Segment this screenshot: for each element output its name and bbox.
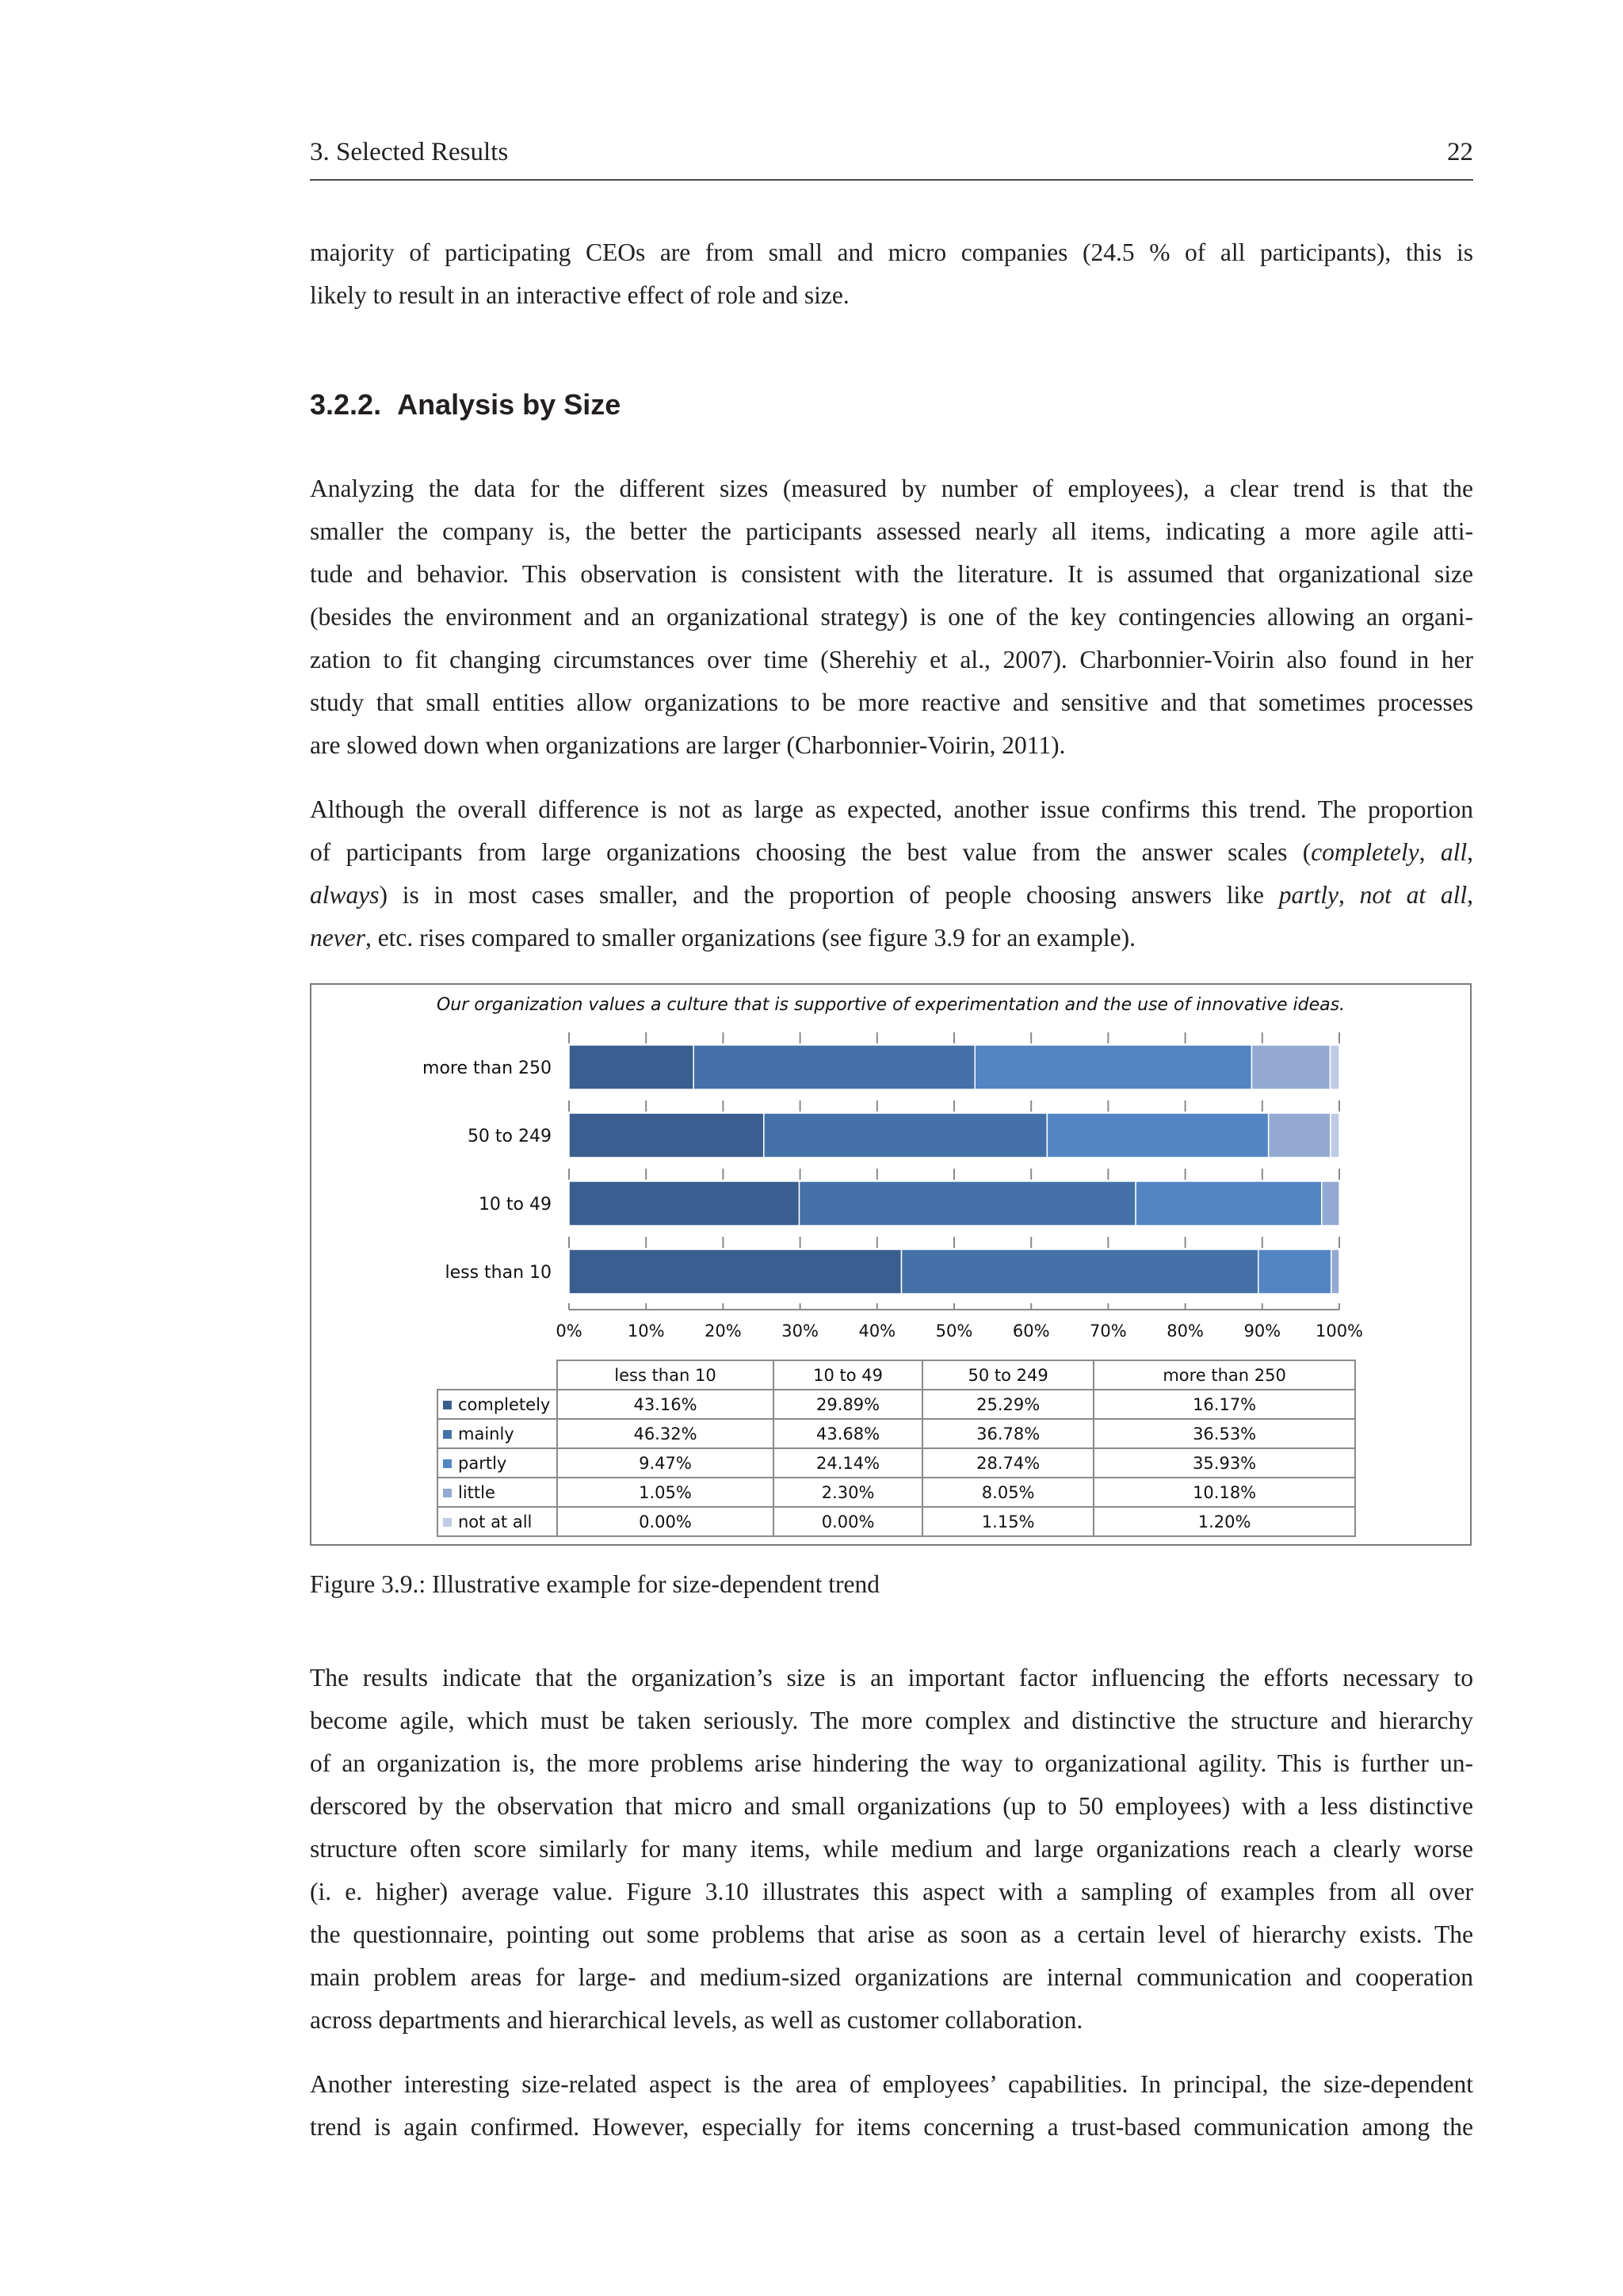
data-label: 1.15% [922, 1507, 1094, 1536]
x-tick-label: 60% [1012, 1322, 1050, 1341]
bar-segment-partly [975, 1045, 1251, 1089]
text-line: The results indicate that the organization’s size is an important factor influencing the efforts necessary to [310, 1664, 1473, 1691]
text-line: always) is in most cases smaller, and the proportion of people choosing answers like partly, not at all, [310, 881, 1473, 909]
legend-swatch [443, 1430, 452, 1439]
bar-segment-little [1251, 1045, 1330, 1089]
text-line: the questionnaire, pointing out some problems that arise as soon as a certain level of hierarchy exists. The [310, 1920, 1473, 1948]
text-line: smaller the company is, the better the participants assessed nearly all items, indicating a more agile atti- [310, 517, 1473, 545]
legend-swatch [443, 1401, 452, 1409]
text-line: become agile, which must be taken seriously. The more complex and distinctive the structure and hierarchy [310, 1707, 1473, 1734]
paragraph-size-trend [310, 467, 1473, 767]
text-line: of an organization is, the more problems arise hindering the way to organizational agility. This is further un- [310, 1749, 1473, 1777]
data-label: 28.74% [922, 1448, 1094, 1478]
x-tick-label: 50% [935, 1322, 973, 1341]
chart-title: Our organization values a culture that is supportive of experimentation and the use of innovative ideas. [436, 995, 1346, 1015]
bar-segment-mainly [764, 1113, 1048, 1158]
text-line: are slowed down when organizations are larger (Charbonnier-Voirin, 2011). [310, 731, 1066, 759]
bar-segment-partly [1047, 1113, 1268, 1158]
text-line: majority of participating CEOs are from small and micro companies (24.5 % of all participants), this is [310, 238, 1473, 266]
page-number: 22 [1447, 138, 1473, 166]
text-line: (besides the environment and an organizational strategy) is one of the key contingencies allowing an organi- [310, 603, 1473, 631]
text-line: (i. e. higher) average value. Figure 3.10 illustrates this aspect with a sampling of examples from all over [310, 1878, 1473, 1905]
x-tick-label: 90% [1243, 1322, 1281, 1341]
chart-data-table [437, 1360, 1356, 1537]
legend-entry: completely [437, 1390, 557, 1419]
bar-segment-partly [1258, 1249, 1331, 1294]
text-line: Another interesting size-related aspect is the area of employees’ capabilities. In principal, the size-dependent [310, 2070, 1473, 2098]
text-line: structure often score similarly for many items, while medium and large organizations reach a clearly worse [310, 1835, 1473, 1863]
bar-segment-partly [1136, 1181, 1322, 1226]
section-heading [310, 388, 621, 421]
figure-caption: Figure 3.9.: Illustrative example for size-dependent trend [310, 1570, 880, 1598]
x-tick-label: 100% [1315, 1322, 1364, 1341]
bar-segment-not-at-all [1330, 1045, 1339, 1089]
bar-segment-little [1331, 1249, 1339, 1294]
bar-segment-little [1269, 1113, 1331, 1158]
text-line: likely to result in an interactive effect of role and size. [310, 281, 850, 309]
figure-3-9 [310, 983, 1472, 1546]
legend-entry: not at all [437, 1507, 557, 1536]
text-line: Analyzing the data for the different sizes (measured by number of employees), a clear trend is that the [310, 475, 1473, 502]
x-tick-label: 0% [556, 1322, 582, 1341]
bar-segment-not-at-all [1331, 1113, 1339, 1158]
data-label: 29.89% [773, 1390, 922, 1419]
category-label: 50 to 249 [467, 1127, 552, 1146]
data-label: 16.17% [1094, 1390, 1355, 1419]
x-tick-label: 10% [627, 1322, 665, 1341]
table-col-header: more than 250 [1094, 1360, 1355, 1390]
data-label: 35.93% [1094, 1448, 1355, 1478]
data-label: 43.68% [773, 1419, 922, 1448]
table-col-header: less than 10 [557, 1360, 773, 1390]
data-label: 36.53% [1094, 1419, 1355, 1448]
data-label: 46.32% [557, 1419, 773, 1448]
legend-swatch [443, 1459, 452, 1468]
bar-segment-mainly [902, 1249, 1258, 1294]
category-label: 10 to 49 [478, 1195, 552, 1215]
data-label: 0.00% [557, 1507, 773, 1536]
paragraph-capabilities [310, 2063, 1473, 2149]
legend-entry: partly [437, 1448, 557, 1478]
section-number: 3.2.2. [310, 388, 382, 421]
legend-entry: little [437, 1478, 557, 1507]
data-label: 1.05% [557, 1478, 773, 1507]
data-label: 8.05% [922, 1478, 1094, 1507]
table-col-header: 50 to 249 [922, 1360, 1094, 1390]
text-line: zation to fit changing circumstances over time (Sherehiy et al., 2007). Charbonnier-Voirin also found in her [310, 646, 1473, 673]
data-label: 25.29% [922, 1390, 1094, 1419]
chapter-title: 3. Selected Results [310, 138, 509, 166]
text-line: trend is again confirmed. However, especially for items concerning a trust-based communication among the [310, 2113, 1473, 2141]
paragraph-results [310, 1657, 1473, 2042]
bar-segment-mainly [800, 1181, 1136, 1226]
data-label: 2.30% [773, 1478, 922, 1507]
bar-segment-completely [569, 1113, 764, 1158]
table-col-header: 10 to 49 [773, 1360, 922, 1390]
x-tick-label: 70% [1090, 1322, 1127, 1341]
category-label: more than 250 [422, 1058, 552, 1078]
data-label: 24.14% [773, 1448, 922, 1478]
x-tick-label: 20% [705, 1322, 742, 1341]
bar-segment-completely [569, 1249, 902, 1294]
data-label: 10.18% [1094, 1478, 1355, 1507]
data-label: 1.20% [1094, 1507, 1355, 1536]
legend-swatch [443, 1489, 452, 1497]
legend-entry: mainly [437, 1419, 557, 1448]
bar-segment-little [1322, 1181, 1339, 1226]
table-row [437, 1478, 1355, 1507]
intro-paragraph [310, 231, 1473, 317]
text-line: Although the overall difference is not as large as expected, another issue confirms this trend. The proportion [310, 795, 1473, 823]
x-tick-label: 30% [781, 1322, 819, 1341]
text-line: study that small entities allow organizations to be more reactive and sensitive and that sometimes processes [310, 688, 1473, 716]
x-tick-label: 40% [858, 1322, 896, 1341]
table-row [437, 1507, 1355, 1536]
text-line: across departments and hierarchical levels, as well as customer collaboration. [310, 2006, 1083, 2034]
bar-segment-mainly [693, 1045, 975, 1089]
table-row [437, 1448, 1355, 1478]
text-line: of participants from large organizations choosing the best value from the answer scales (completely, all, [310, 838, 1473, 866]
section-title: Analysis by Size [397, 388, 621, 421]
legend-swatch [443, 1518, 452, 1527]
x-tick-label: 80% [1167, 1322, 1204, 1341]
bar-segment-completely [569, 1181, 800, 1226]
data-label: 36.78% [922, 1419, 1094, 1448]
data-label: 9.47% [557, 1448, 773, 1478]
text-line: main problem areas for large- and medium-sized organizations are internal communication and cooperation [310, 1963, 1473, 1991]
data-label: 43.16% [557, 1390, 773, 1419]
data-label: 0.00% [773, 1507, 922, 1536]
bar-segment-completely [569, 1045, 693, 1089]
category-label: less than 10 [445, 1263, 552, 1283]
paragraph-proportion [310, 788, 1473, 959]
text-line: tude and behavior. This observation is consistent with the literature. It is assumed that organizational size [310, 560, 1473, 588]
table-row [437, 1390, 1355, 1419]
table-row [437, 1419, 1355, 1448]
running-head [310, 135, 1473, 181]
text-line: never, etc. rises compared to smaller organizations (see figure 3.9 for an example). [310, 924, 1136, 952]
text-line: derscored by the observation that micro and small organizations (up to 50 employees) with a less distinctive [310, 1792, 1473, 1820]
